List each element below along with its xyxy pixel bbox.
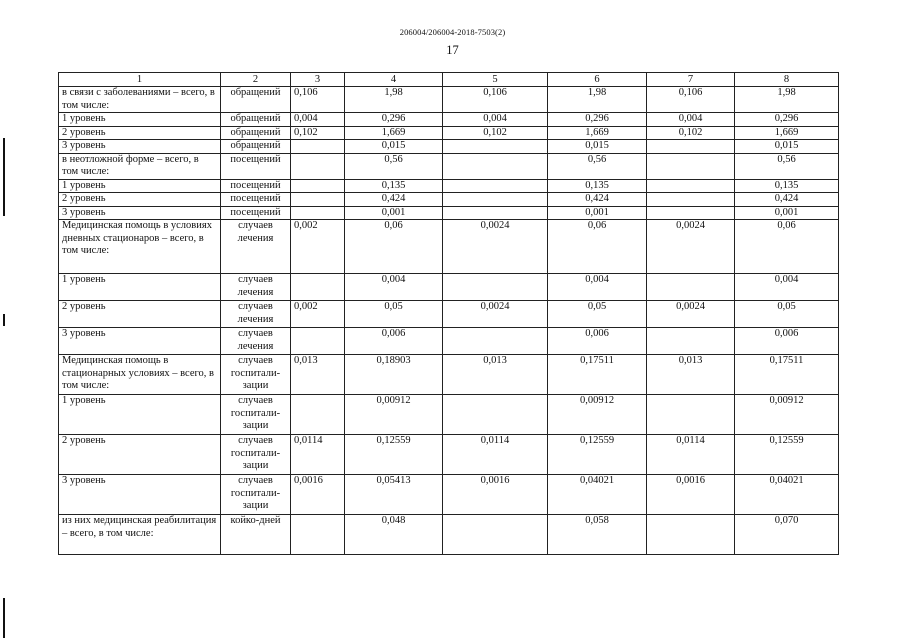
unit-cell: случаев госпитали-зации	[221, 435, 291, 475]
value-cell	[291, 153, 345, 179]
unit-cell: случаев лечения	[221, 328, 291, 355]
unit-cell: посещений	[221, 153, 291, 179]
table-row	[59, 87, 839, 113]
value-cell: 1,669	[735, 126, 839, 140]
table-row	[59, 140, 839, 154]
value-cell: 0,296	[548, 113, 647, 127]
value-cell: 0,00912	[345, 395, 443, 435]
value-cell: 0,058	[548, 515, 647, 555]
table-row	[59, 113, 839, 127]
table-row	[59, 179, 839, 193]
value-cell: 0,015	[735, 140, 839, 154]
value-cell: 0,0024	[443, 220, 548, 274]
column-header: 1	[59, 73, 221, 87]
row-label-cell: 1 уровень	[59, 274, 221, 301]
value-cell: 0,102	[291, 126, 345, 140]
value-cell: 0,135	[735, 179, 839, 193]
value-cell: 0,12559	[345, 435, 443, 475]
row-label-cell: 2 уровень	[59, 435, 221, 475]
data-table	[58, 72, 839, 555]
value-cell: 0,05	[345, 301, 443, 328]
value-cell: 0,0024	[443, 301, 548, 328]
unit-cell: случаев госпитали-зации	[221, 395, 291, 435]
value-cell	[443, 395, 548, 435]
column-number-row	[59, 73, 839, 87]
value-cell: 0,013	[647, 355, 735, 395]
column-header: 3	[291, 73, 345, 87]
row-label-cell: 3 уровень	[59, 206, 221, 220]
value-cell: 1,669	[345, 126, 443, 140]
unit-cell: случаев госпитали-зации	[221, 475, 291, 515]
table-row	[59, 515, 839, 555]
value-cell: 0,56	[735, 153, 839, 179]
value-cell: 0,0114	[443, 435, 548, 475]
page-number: 17	[446, 43, 459, 57]
table-row	[59, 301, 839, 328]
table-row	[59, 435, 839, 475]
value-cell: 0,048	[345, 515, 443, 555]
value-cell: 0,004	[548, 274, 647, 301]
table-row	[59, 206, 839, 220]
row-label-cell: Медицинская помощь в условиях дневных стационаров – всего, в том числе:	[59, 220, 221, 274]
value-cell: 1,98	[345, 87, 443, 113]
value-cell: 0,006	[735, 328, 839, 355]
value-cell: 0,0016	[291, 475, 345, 515]
value-cell	[443, 206, 548, 220]
value-cell: 0,424	[548, 193, 647, 207]
value-cell: 0,004	[291, 113, 345, 127]
value-cell: 0,0016	[443, 475, 548, 515]
value-cell: 0,06	[345, 220, 443, 274]
value-cell: 0,004	[735, 274, 839, 301]
row-label-cell: 2 уровень	[59, 301, 221, 328]
value-cell	[443, 328, 548, 355]
table-row	[59, 328, 839, 355]
row-label-cell: Медицинская помощь в стационарных условиях – всего, в том числе:	[59, 355, 221, 395]
table-row	[59, 153, 839, 179]
unit-cell: обращений	[221, 113, 291, 127]
value-cell	[443, 274, 548, 301]
value-cell: 0,296	[735, 113, 839, 127]
value-cell: 0,424	[345, 193, 443, 207]
column-header: 2	[221, 73, 291, 87]
value-cell	[291, 515, 345, 555]
scan-edge-mark	[3, 138, 5, 216]
value-cell: 0,006	[548, 328, 647, 355]
unit-cell: койко-дней	[221, 515, 291, 555]
value-cell	[443, 179, 548, 193]
row-label-cell: 2 уровень	[59, 193, 221, 207]
value-cell: 0,001	[548, 206, 647, 220]
row-label-cell: 1 уровень	[59, 395, 221, 435]
value-cell: 0,106	[647, 87, 735, 113]
value-cell: 0,135	[548, 179, 647, 193]
value-cell: 0,013	[291, 355, 345, 395]
unit-cell: посещений	[221, 179, 291, 193]
row-label-cell: в связи с заболеваниями – всего, в том числе:	[59, 87, 221, 113]
value-cell: 1,669	[548, 126, 647, 140]
value-cell	[443, 140, 548, 154]
value-cell: 0,135	[345, 179, 443, 193]
unit-cell: случаев лечения	[221, 274, 291, 301]
value-cell	[647, 515, 735, 555]
value-cell	[291, 395, 345, 435]
value-cell	[647, 274, 735, 301]
value-cell	[291, 328, 345, 355]
value-cell: 0,015	[548, 140, 647, 154]
value-cell: 0,015	[345, 140, 443, 154]
unit-cell: посещений	[221, 206, 291, 220]
value-cell: 0,17511	[735, 355, 839, 395]
value-cell: 0,05	[548, 301, 647, 328]
value-cell	[647, 206, 735, 220]
unit-cell: случаев госпитали-зации	[221, 355, 291, 395]
row-label-cell: 2 уровень	[59, 126, 221, 140]
value-cell: 0,56	[345, 153, 443, 179]
unit-cell: обращений	[221, 140, 291, 154]
table-row	[59, 193, 839, 207]
column-header: 5	[443, 73, 548, 87]
table-row	[59, 274, 839, 301]
value-cell: 0,424	[735, 193, 839, 207]
column-header: 6	[548, 73, 647, 87]
value-cell: 0,0114	[291, 435, 345, 475]
value-cell: 1,98	[548, 87, 647, 113]
value-cell: 0,004	[345, 274, 443, 301]
value-cell: 0,12559	[548, 435, 647, 475]
value-cell	[291, 140, 345, 154]
row-label-cell: 3 уровень	[59, 140, 221, 154]
value-cell: 0,06	[548, 220, 647, 274]
value-cell: 0,0016	[647, 475, 735, 515]
value-cell: 0,56	[548, 153, 647, 179]
value-cell	[647, 395, 735, 435]
row-label-cell: в неотложной форме – всего, в том числе:	[59, 153, 221, 179]
value-cell: 0,013	[443, 355, 548, 395]
value-cell	[443, 193, 548, 207]
value-cell	[647, 153, 735, 179]
value-cell: 0,00912	[548, 395, 647, 435]
value-cell: 0,06	[735, 220, 839, 274]
unit-cell: посещений	[221, 193, 291, 207]
value-cell	[443, 153, 548, 179]
value-cell: 0,05	[735, 301, 839, 328]
table-row	[59, 126, 839, 140]
value-cell: 0,102	[443, 126, 548, 140]
unit-cell: случаев лечения	[221, 301, 291, 328]
value-cell	[647, 328, 735, 355]
value-cell: 0,001	[345, 206, 443, 220]
row-label-cell: 3 уровень	[59, 475, 221, 515]
value-cell: 0,004	[443, 113, 548, 127]
value-cell: 0,00912	[735, 395, 839, 435]
value-cell: 0,12559	[735, 435, 839, 475]
column-header: 8	[735, 73, 839, 87]
unit-cell: случаев лечения	[221, 220, 291, 274]
scan-edge-mark	[3, 314, 5, 326]
value-cell	[291, 179, 345, 193]
value-cell	[291, 206, 345, 220]
value-cell: 0,0024	[647, 220, 735, 274]
value-cell: 0,004	[647, 113, 735, 127]
table-row	[59, 355, 839, 395]
column-header: 4	[345, 73, 443, 87]
value-cell	[647, 140, 735, 154]
table-row	[59, 395, 839, 435]
value-cell: 0,17511	[548, 355, 647, 395]
value-cell: 0,002	[291, 220, 345, 274]
row-label-cell: 1 уровень	[59, 179, 221, 193]
value-cell: 1,98	[735, 87, 839, 113]
value-cell	[291, 193, 345, 207]
value-cell	[647, 179, 735, 193]
unit-cell: обращений	[221, 87, 291, 113]
value-cell: 0,002	[291, 301, 345, 328]
document-id: 206004/206004-2018-7503(2)	[399, 27, 506, 37]
value-cell	[443, 515, 548, 555]
value-cell: 0,106	[443, 87, 548, 113]
value-cell: 0,296	[345, 113, 443, 127]
column-header: 7	[647, 73, 735, 87]
value-cell: 0,04021	[548, 475, 647, 515]
scan-edge-mark	[3, 598, 5, 638]
row-label-cell: из них медицинская реабилитация – всего, в том числе:	[59, 515, 221, 555]
value-cell: 0,001	[735, 206, 839, 220]
value-cell: 0,04021	[735, 475, 839, 515]
value-cell: 0,0114	[647, 435, 735, 475]
value-cell: 0,106	[291, 87, 345, 113]
value-cell: 0,070	[735, 515, 839, 555]
value-cell: 0,0024	[647, 301, 735, 328]
value-cell: 0,006	[345, 328, 443, 355]
value-cell: 0,05413	[345, 475, 443, 515]
unit-cell: обращений	[221, 126, 291, 140]
table-row	[59, 220, 839, 274]
value-cell	[647, 193, 735, 207]
value-cell: 0,18903	[345, 355, 443, 395]
value-cell	[291, 274, 345, 301]
row-label-cell: 3 уровень	[59, 328, 221, 355]
table-row	[59, 475, 839, 515]
row-label-cell: 1 уровень	[59, 113, 221, 127]
value-cell: 0,102	[647, 126, 735, 140]
